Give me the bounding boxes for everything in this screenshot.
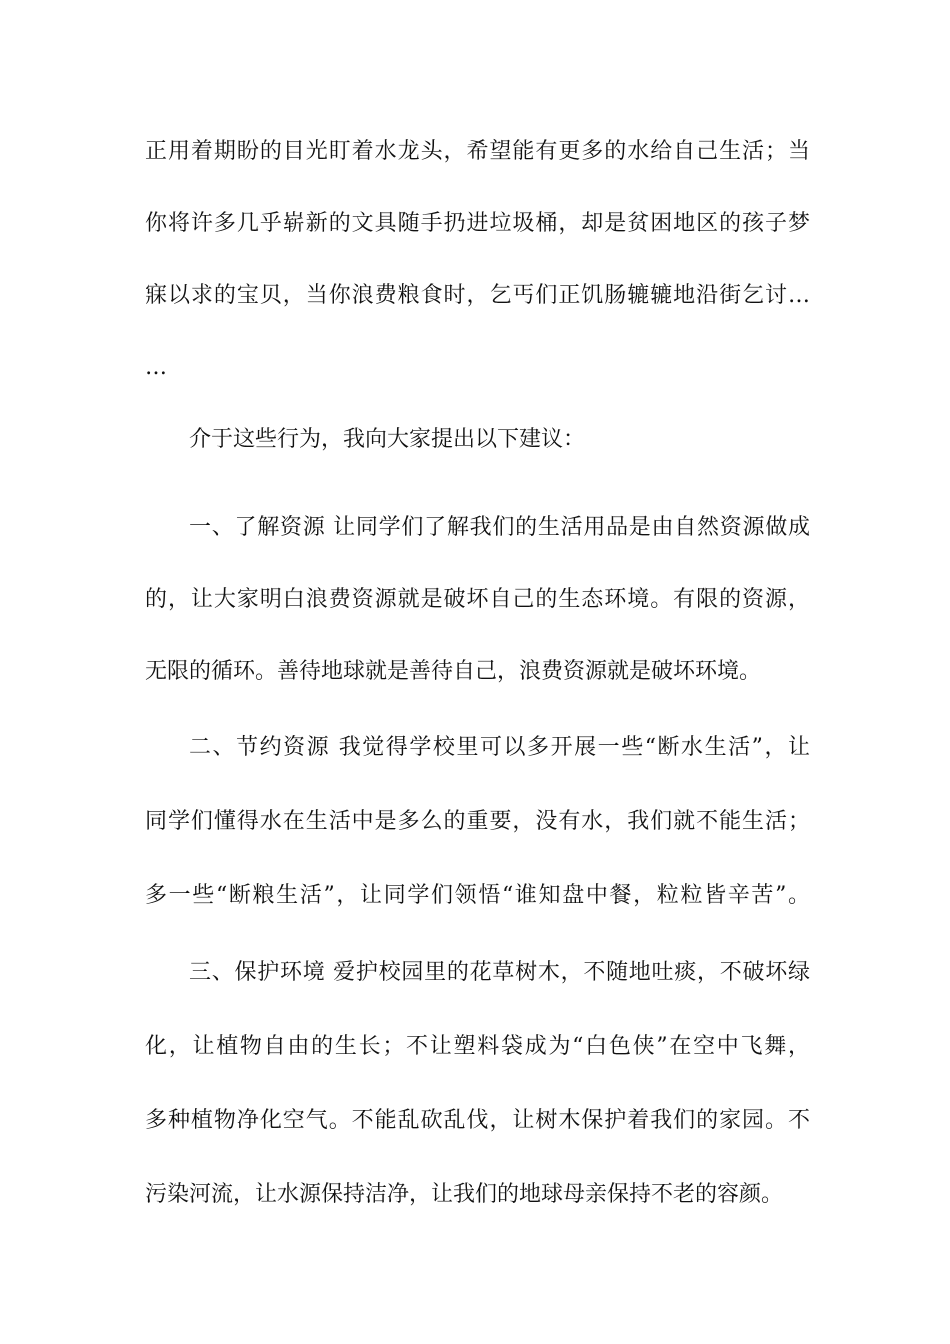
text-line-5: 介于这些行为，我向大家提出以下建议： xyxy=(189,427,586,452)
text-line-14: 多种植物净化空气。不能乱砍乱伐，让树木保护着我们的家园。不 xyxy=(145,1108,810,1133)
text-line-2: 你将许多几乎崭新的文具随手扔进垃圾桶，却是贫困地区的孩子梦 xyxy=(145,211,810,236)
text-line-7: 的，让大家明白浪费资源就是破坏自己的生态环境。有限的资源， xyxy=(145,587,810,612)
text-line-1: 正用着期盼的目光盯着水龙头，希望能有更多的水给自己生活；当 xyxy=(145,139,810,164)
text-line-13: 化，让植物自由的生长；不让塑料袋成为“白色侠”在空中飞舞， xyxy=(145,1034,810,1059)
text-line-15: 污染河流，让水源保持洁净，让我们的地球母亲保持不老的容颜。 xyxy=(145,1182,784,1207)
text-line-3: 寐以求的宝贝，当你浪费粮食时，乞丐们正饥肠辘辘地沿街乞讨… xyxy=(145,283,810,308)
text-line-8: 无限的循环。善待地球就是善待自己，浪费资源就是破坏环境。 xyxy=(145,659,762,684)
text-line-6: 一、了解资源 让同学们了解我们的生活用品是由自然资源做成 xyxy=(189,515,810,540)
text-line-9: 二、节约资源 我觉得学校里可以多开展一些“断水生活”，让 xyxy=(189,735,810,760)
text-line-10: 同学们懂得水在生活中是多么的重要，没有水，我们就不能生活； xyxy=(145,809,810,834)
text-line-4: … xyxy=(145,355,167,380)
text-line-11: 多一些“断粮生活”，让同学们领悟“谁知盘中餐，粒粒皆辛苦”。 xyxy=(145,883,810,908)
text-line-12: 三、保护环境 爱护校园里的花草树木，不随地吐痰，不破坏绿 xyxy=(189,960,810,985)
